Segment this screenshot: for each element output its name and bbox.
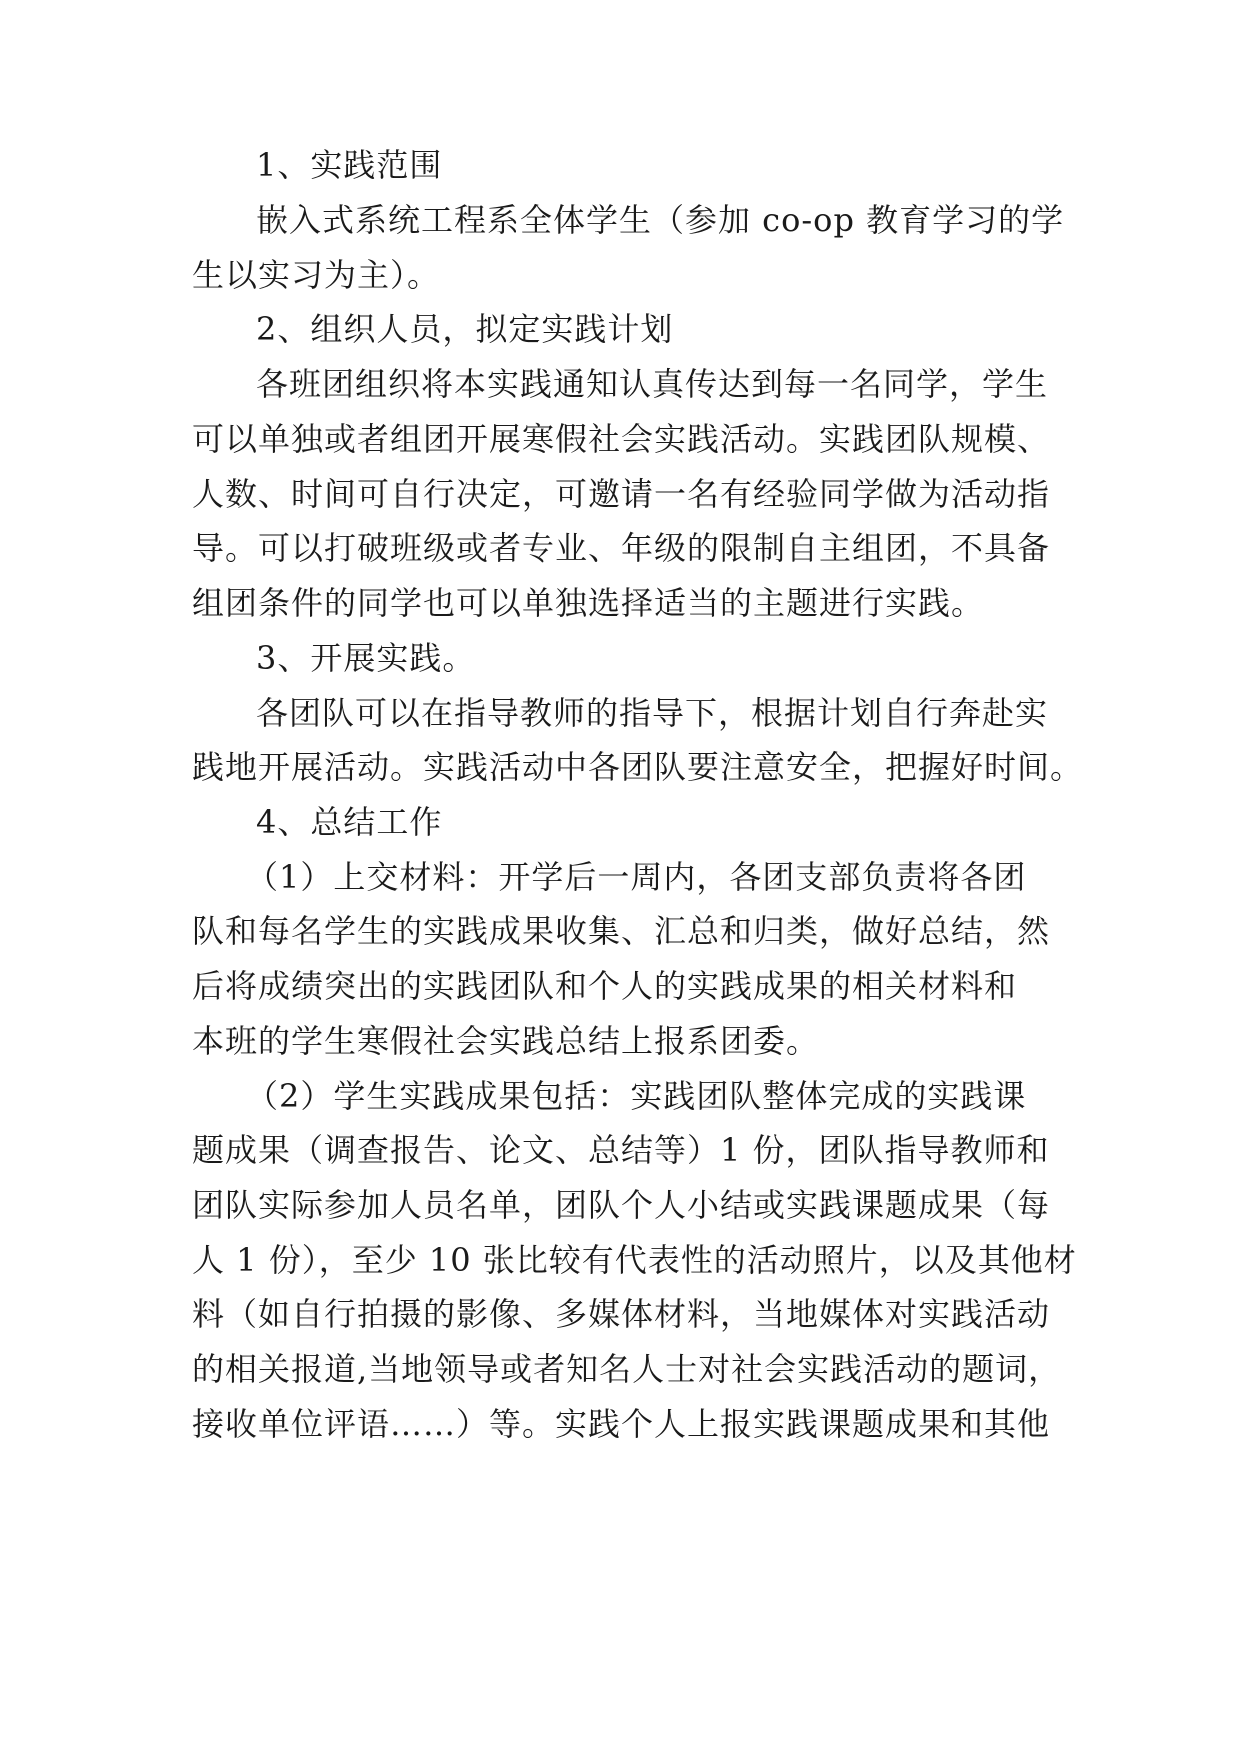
paragraph-line: 本班的学生寒假社会实践总结上报系团委。 bbox=[192, 1022, 820, 1060]
paragraph-line: 接收单位评语……）等。实践个人上报实践课题成果和其他 bbox=[192, 1405, 1051, 1443]
paragraph-line: 人 1 份），至少 10 张比较有代表性的活动照片，以及其他材 bbox=[192, 1241, 1077, 1279]
paragraph-line: 生以实习为主）。 bbox=[192, 256, 441, 294]
section-heading-scope: 1、实践范围 bbox=[256, 146, 443, 184]
paragraph-line: 组团条件的同学也可以单独选择适当的主题进行实践。 bbox=[192, 584, 985, 622]
paragraph-line: 团队实际参加人员名单，团队个人小结或实践课题成果（每 bbox=[192, 1186, 1051, 1224]
section-heading-organize: 2、组织人员，拟定实践计划 bbox=[256, 310, 674, 348]
section-heading-practice: 3、开展实践。 bbox=[256, 639, 476, 677]
paragraph-line: 队和每名学生的实践成果收集、汇总和归类，做好总结，然 bbox=[192, 912, 1051, 950]
paragraph-line: 践地开展活动。实践活动中各团队要注意安全，把握好时间。 bbox=[192, 748, 1084, 786]
paragraph-line: 的相关报道,当地领导或者知名人士对社会实践活动的题词， bbox=[192, 1350, 1062, 1388]
paragraph-line: （1）上交材料：开学后一周内，各团支部负责将各团 bbox=[246, 858, 1027, 896]
paragraph-line: 后将成绩突出的实践团队和个人的实践成果的相关材料和 bbox=[192, 967, 1018, 1005]
paragraph-line: 导。可以打破班级或者专业、年级的限制自主组团，不具备 bbox=[192, 529, 1051, 567]
paragraph-line: （2）学生实践成果包括：实践团队整体完成的实践课 bbox=[246, 1077, 1027, 1115]
paragraph-line: 各团队可以在指导教师的指导下，根据计划自行奔赴实 bbox=[256, 694, 1049, 732]
paragraph-line: 各班团组织将本实践通知认真传达到每一名同学，学生 bbox=[256, 365, 1049, 403]
paragraph-line: 嵌入式系统工程系全体学生（参加 co-op 教育学习的学 bbox=[256, 201, 1065, 239]
section-heading-summary: 4、总结工作 bbox=[256, 803, 443, 841]
paragraph-line: 料（如自行拍摄的影像、多媒体材料，当地媒体对实践活动 bbox=[192, 1295, 1051, 1333]
paragraph-line: 题成果（调查报告、论文、总结等）1 份，团队指导教师和 bbox=[192, 1131, 1050, 1169]
paragraph-line: 可以单独或者组团开展寒假社会实践活动。实践团队规模、 bbox=[192, 420, 1051, 458]
paragraph-line: 人数、时间可自行决定，可邀请一名有经验同学做为活动指 bbox=[192, 475, 1051, 513]
